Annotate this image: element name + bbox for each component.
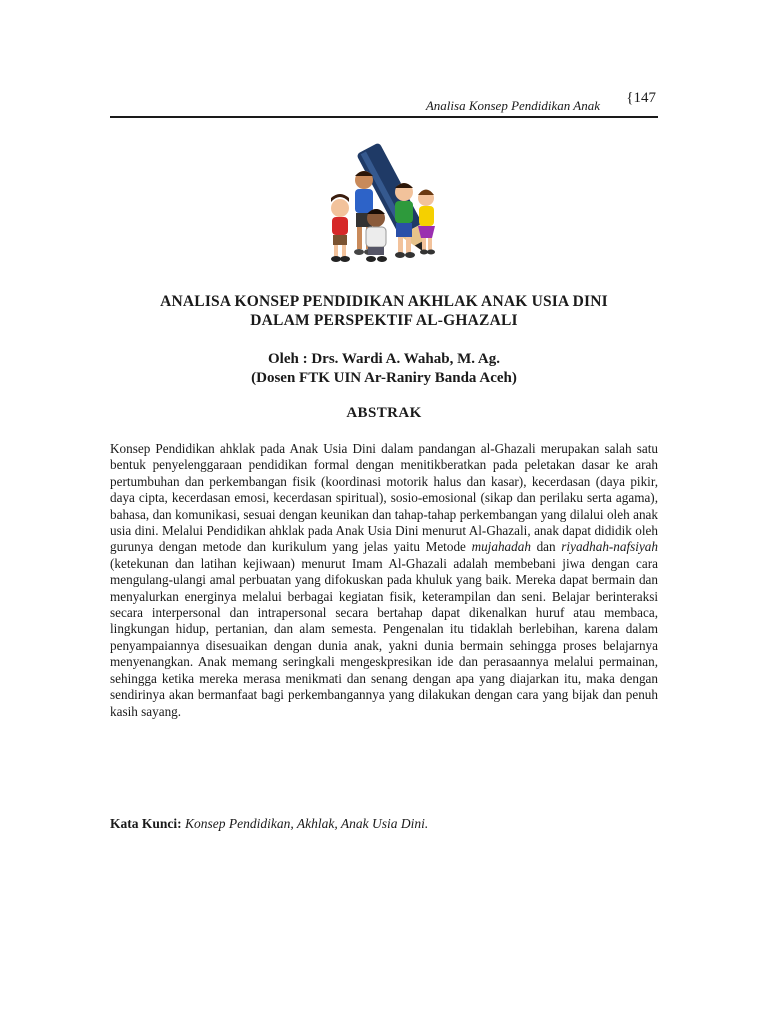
abstract-text: dan: [530, 539, 562, 555]
author-affiliation: (Dosen FTK UIN Ar-Raniry Banda Aceh): [251, 370, 517, 386]
running-title: Analisa Konsep Pendidikan Anak: [425, 98, 600, 113]
article-title-line: DALAM PERSPEKTIF AL-GHAZALI: [250, 312, 518, 329]
abstract-term-mujahadah: mujahadah: [471, 539, 531, 555]
abstract-text: Konsep Pendidikan ahklak pada Anak Usia Dini dalam pandangan al-Ghazali merupakan salah satu bentuk penyelenggaraan pendidikan formal dengan menitikberatkan pada peletakan dasar ke arah pertumbuhan dan perkembangan fisik (koordinasi motorik halus dan kasar), kecerdasan (daya pikir, daya cipta, kecerdasan emosi, kecerdasan spiritual), sosio-emosional (sikap dan perilaku serta agama), bahasa, dan komunikasi, sesuai dengan keunikan dan tahap-tahap perkembangan yang dilalui oleh anak usia dini. Melalui Pendidikan ahklak pada Anak Usia Dini menurut Al-Ghazali, anak dapat dididik oleh gurunya dengan metode dan kurikulum yang jelas yaitu Metode: [110, 441, 658, 555]
abstract-body: [110, 441, 658, 720]
page-number: {147: [626, 90, 656, 106]
keywords: [110, 816, 658, 832]
abstract-text: (ketekunan dan latihan kejiwaan) menurut Imam Al-Ghazali adalah membebani jiwa dengan cara mengulang-ulangi amal perbuatan yang difokuskan pada khuluk yang baik. Mereka dapat bermain dan menyalurkan energinya melalui berbagai kegiatan fisik, keterampilan dan seni. Belajar berinteraksi secara interpersonal dan intrapersonal secara bertahap dapat dikenalkan huruf atau membaca, lingkungan hidup, pertanian, dan alam semesta. Pengenalan itu tidaklah berlebihan, karena dalam penyampaiannya disesuaikan dengan dunia anak, yakni dunia bermain sehingga proses belajarnya menyenangkan. Anak memang seringkali mengeskpresikan ide dan perasaannya melalui permainan, sehingga ketika mereka merasa menikmati dan senang dengan apa yang diajarkan itu, maka dengan sendirinya akan bermanfaat bagi perkembangannya yang dilakukan dengan cara yang bijak dan penuh kasih sayang.: [110, 555, 658, 719]
abstract-heading: ABSTRAK: [346, 405, 422, 421]
abstract-term-riyadhah: riyadhah-nafsiyah: [561, 539, 658, 555]
author-block: [110, 350, 658, 388]
author-name: Oleh : Drs. Wardi A. Wahab, M. Ag.: [268, 351, 500, 367]
article-title: [110, 292, 658, 330]
children-carrying-pencil-illustration: [324, 140, 444, 266]
keywords-values: Konsep Pendidikan, Akhlak, Anak Usia Dini.: [185, 816, 429, 831]
header-rule: [110, 116, 658, 118]
article-title-line: ANALISA KONSEP PENDIDIKAN AKHLAK ANAK USIA DINI: [160, 293, 608, 310]
keywords-label: Kata Kunci:: [110, 816, 182, 831]
